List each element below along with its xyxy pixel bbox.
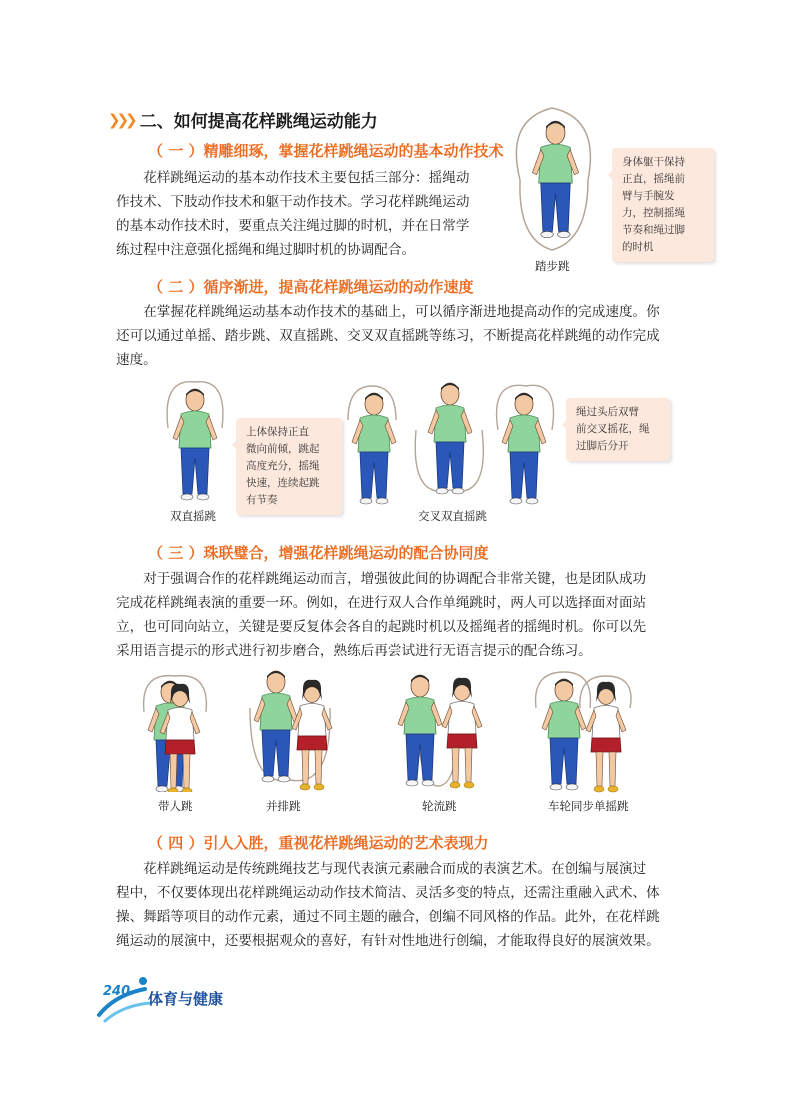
section-title-text: 二、如何提高花样跳绳运动能力 (139, 112, 378, 132)
subsection-2-paragraph (116, 300, 696, 372)
note-line: 前交叉摇花，绳 (576, 423, 650, 435)
para-line: 对于强调合作的花样跳绳运动而言，增强彼此间的协调配合非常关键，也是团队成功 (143, 571, 647, 587)
caption-step-jump: 踏步跳 (535, 259, 570, 273)
note-line: 力，控制摇绳 (622, 207, 685, 219)
para-line: 绳运动的展演中，还要根据观众的喜好，有针对性地进行创编，才能取得良好的展演效果。 (116, 933, 660, 949)
figure-double-jump (160, 378, 230, 503)
para-line: 完成花样跳绳表演的重要一环。例如，在进行双人合作单绳跳时，两人可以选择面对面站 (116, 595, 647, 611)
figure-carry-jump (140, 672, 210, 792)
para-line: 的基本动作技术时，要重点关注绳过脚的时机，并在日常学 (116, 218, 470, 234)
note-line: 节奏和绳过脚 (622, 224, 685, 236)
para-line: 还可以通过单摇、踏步跳、双直摇跳、交叉双直摇跳等练习，不断提高花样跳绳的动作完成 (116, 328, 660, 344)
figure-wheel-sync-jump (528, 668, 638, 793)
para-line: 速度。 (116, 352, 157, 368)
note-line: 上体保持正直 (246, 426, 309, 438)
para-line: 立，也可同向站立，关键是要反复体会各自的起跳时机以及摇绳者的摇绳时机。你可以先 (116, 619, 647, 635)
note-line: 身体躯干保持 (622, 156, 685, 168)
caption-alternate-jump: 轮流跳 (422, 799, 457, 813)
subsection-2-title: （ 二 ）循序渐进，提高花样跳绳运动的动作速度 (148, 278, 474, 296)
caption-side-by-side-jump: 并排跳 (266, 799, 301, 813)
note-line: 正直，摇绳前 (622, 173, 685, 185)
para-line: 操、舞蹈等项目的动作元素，通过不同主题的融合，创编不同风格的作品。此外，在花样跳 (116, 909, 660, 925)
section-title (108, 107, 378, 132)
note-line: 的时机 (622, 241, 654, 253)
note-cross-double-jump (566, 398, 670, 461)
figure-step-jump (500, 100, 610, 260)
caption-wheel-sync-jump: 车轮同步单摇跳 (548, 799, 629, 813)
para-line: 练过程中注意强化摇绳和绳过脚时机的协调配合。 (116, 242, 416, 258)
note-line: 过脚后分开 (576, 440, 629, 452)
note-line: 微向前倾，跳起 (246, 443, 320, 455)
para-line: 作技术、下肢动作技术和躯干动作技术。学习花样跳绳运动 (116, 194, 470, 210)
note-line: 有节奏 (246, 494, 278, 506)
para-line: 采用语言提示的形式进行初步磨合，熟练后再尝试进行无语言提示的配合练习。 (116, 643, 592, 659)
note-line: 快速，连续起跳 (246, 477, 320, 489)
subsection-3-paragraph (116, 567, 696, 663)
para-line: 花样跳绳运动的基本动作技术主要包括三部分：摇绳动 (143, 170, 470, 186)
para-line: 程中，不仅要体现出花样跳绳运动动作技术简洁、灵活多变的特点，还需注重融入武术、体 (116, 885, 660, 901)
subsection-1-title: （ 一 ）精雕细琢，掌握花样跳绳运动的基本动作技术 (148, 142, 504, 160)
figure-cross-double-jump (340, 380, 560, 505)
figure-side-by-side-jump (240, 668, 340, 793)
para-line: 花样跳绳运动是传统跳绳技艺与现代表演元素融合而成的表演艺术。在创编与展演过 (143, 861, 647, 877)
note-double-jump (236, 418, 342, 515)
subsection-4-title: （ 四 ）引人入胜，重视花样跳绳运动的艺术表现力 (148, 834, 489, 852)
subsection-1-paragraph (116, 166, 506, 262)
note-line: 高度充分，摇绳 (246, 460, 320, 472)
figure-alternate-jump (388, 668, 488, 793)
note-line: 绳过头后双臂 (576, 406, 639, 418)
caption-carry-jump: 带人跳 (158, 799, 193, 813)
subsection-3-title: （ 三 ）珠联璧合，增强花样跳绳运动的配合协同度 (148, 544, 489, 562)
chevron-icon: ❯❯❯ (108, 110, 134, 129)
caption-cross-double-jump: 交叉双直摇跳 (418, 509, 487, 523)
para-line: 在掌握花样跳绳运动基本动作技术的基础上，可以循序渐进地提高动作的完成速度。你 (143, 304, 660, 320)
caption-double-jump: 双直摇跳 (170, 509, 216, 523)
page-number: 240 (103, 984, 131, 999)
subsection-4-paragraph (116, 857, 696, 953)
note-step-jump (612, 148, 714, 262)
book-title: 体育与健康 (148, 990, 224, 1008)
note-line: 臂与手腕发 (622, 190, 675, 202)
